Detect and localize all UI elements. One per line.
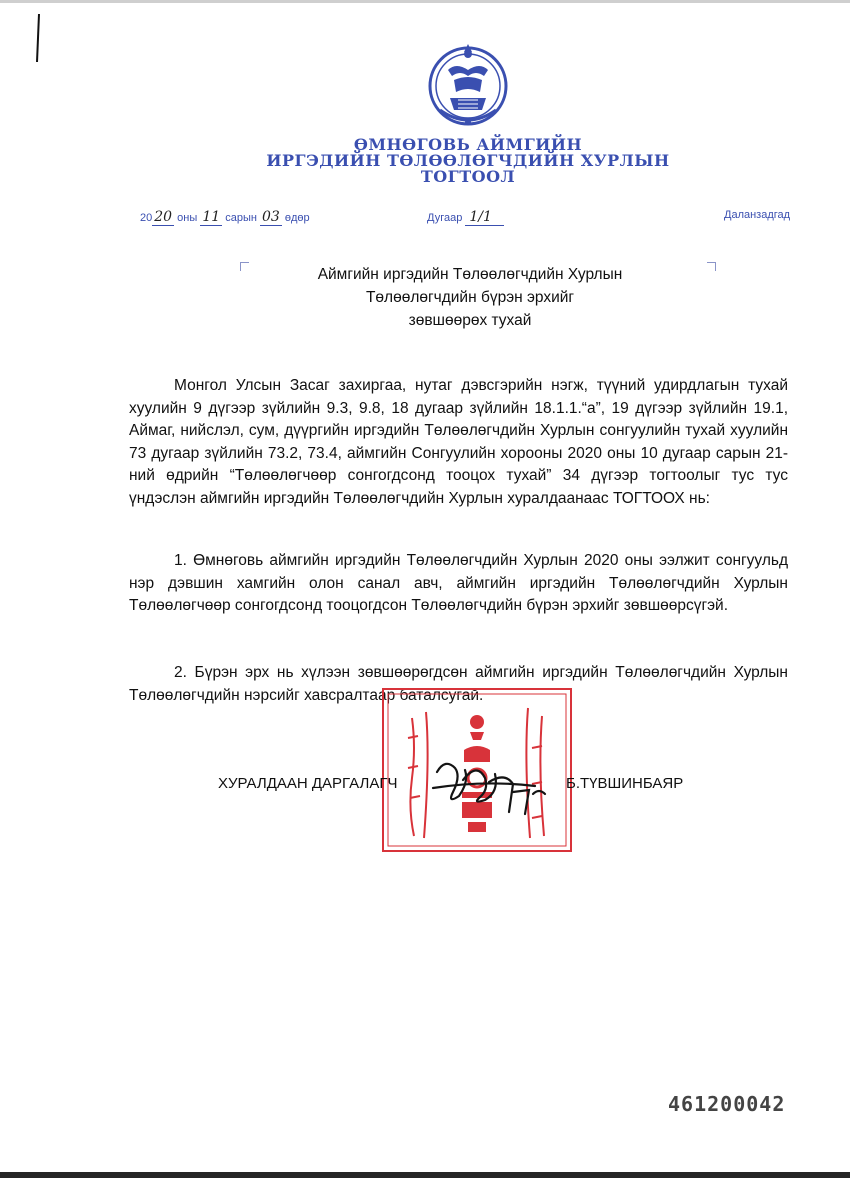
number-label: Дугаар xyxy=(427,212,463,224)
year-prefix: 20 xyxy=(140,212,153,224)
header-line-2: ИРГЭДИЙН ТӨЛӨӨЛӨГЧДИЙН ХУРЛЫН xyxy=(266,151,670,170)
place-name: Даланзадгад xyxy=(724,209,791,221)
chairman-name: Б.ТҮВШИНБАЯР xyxy=(566,775,684,792)
subject-line-1: Аймгийн иргэдийн Төлөөлөгчдийн Хурлын xyxy=(317,266,623,283)
handwritten-margin-mark xyxy=(36,14,40,62)
day-suffix: өдөр xyxy=(284,212,310,224)
intro-paragraph xyxy=(129,375,788,510)
subject-corner-right xyxy=(707,262,716,271)
resolution-item-1 xyxy=(129,550,788,618)
item-2-text: 2. Бүрэн эрх нь хүлээн зөвшөөрөгдсөн аймгийн иргэдийн Төлөөлөгчдийн Хурлын Төлөөлөгчдийн нэрсийг хавсралтаар баталсугай. xyxy=(129,664,788,704)
document-subject xyxy=(250,263,690,332)
subject-line-2: Төлөөлөгчдийн бүрэн эрхийг xyxy=(365,289,575,306)
day-handwritten: 03 xyxy=(261,209,280,225)
intro-text: Монгол Улсын Засаг захиргаа, нутаг дэвсгэрийн нэгж, түүний удирдлагын тухай хуулийн 9 дүгээр зүйлийн 9.3, 9.8, 18 дугаар зүйлийн 18.1.1.“а”, 19 дүгээр зүйлийн 19.1, Аймаг, нийслэл, сум, дүүргийн иргэдийн Төлөөлөгчдийн Хурлын сонгуулийн тухай хуулийн 73 дугаар зүйлийн 73.2, 73.4, аймгийн Сонгуулийн хорооны 2020 оны 10 дугаар сарын 21-ний өдрийн “Төлөөлөгчөөр сонгогдсонд тооцох тухай” 34 дүгээр тогтоолыг тус тус үндэслэн аймгийн иргэдийн Төлөөлөгчдийн Хурлын хуралдаанаас ТОГТООХ нь: xyxy=(129,377,788,507)
item-1-text: 1. Өмнөговь аймгийн иргэдийн Төлөөлөгчдийн Хурлын 2020 оны ээлжит сонгуульд нэр дэвшин хамгийн олон санал авч, аймгийн иргэдийн Төлөөлөгчдийн Хурлын Төлөөлөгчөөр сонгогдсонд тооцогдсон Төлөөлөгчдийн бүрэн эрхийг зөвшөөрсүгэй. xyxy=(129,552,788,614)
month-suffix: сарын xyxy=(225,212,257,224)
subject-line-3: зөвшөөрөх тухай xyxy=(408,312,532,329)
date-field xyxy=(140,209,310,225)
subject-corner-left xyxy=(240,262,249,271)
document-serial-number: 461200042 xyxy=(668,1092,786,1116)
year-suffix: оны xyxy=(177,212,198,224)
month-handwritten: 11 xyxy=(202,209,221,225)
chairman-title: ХУРАЛДААН ДАРГАЛАГЧ xyxy=(218,775,398,792)
number-field xyxy=(427,209,504,225)
signature-scribble xyxy=(425,752,555,824)
header-line-1: ӨМНӨГОВЬ АЙМГИЙН xyxy=(353,135,583,154)
number-handwritten: 1/1 xyxy=(465,209,504,226)
page-top-edge xyxy=(0,0,850,3)
page-bottom-edge xyxy=(0,1172,850,1178)
state-emblem-icon xyxy=(428,40,508,132)
header-line-3: ТОГТООЛ xyxy=(420,167,516,186)
year-handwritten: 20 xyxy=(154,209,173,225)
